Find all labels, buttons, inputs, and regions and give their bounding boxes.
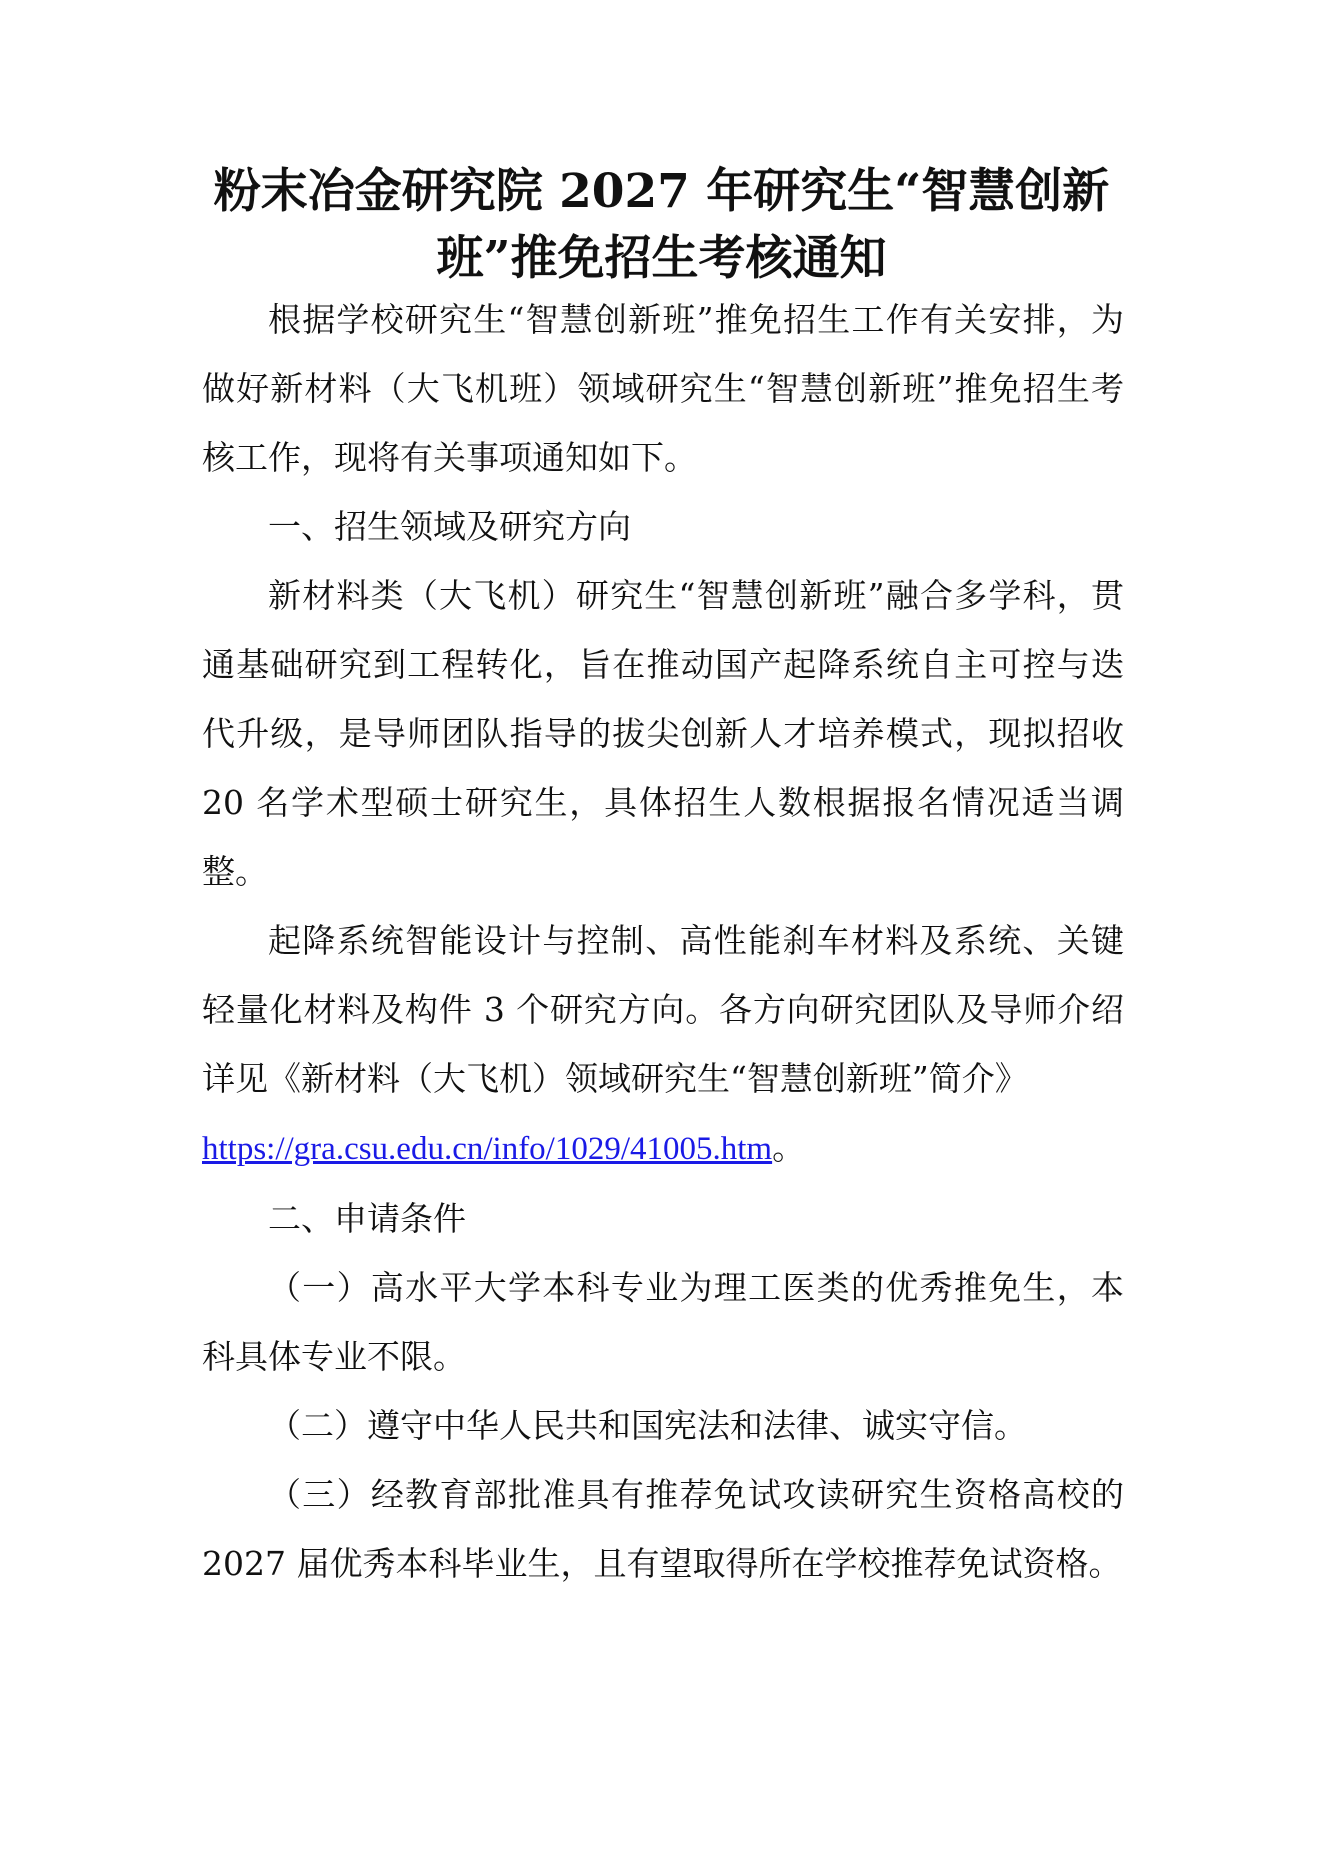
title-line-1: 粉末冶金研究院 2027 年研究生“智慧创新 <box>213 164 1110 219</box>
document-title <box>200 158 1123 292</box>
intro-paragraph: 根据学校研究生“智慧创新班”推免招生工作有关安排，为做好新材料（大飞机班）领域研究生“智慧创新班”推免招生考核工作，现将有关事项通知如下。 <box>202 300 1124 477</box>
link-suffix: 。 <box>772 1128 806 1167</box>
intro-link[interactable]: https://gra.csu.edu.cn/info/1029/41005.htm <box>202 1131 773 1167</box>
section-heading-fields: 一、招生领域及研究方向 <box>268 507 631 546</box>
condition-item-2: （二）遵守中华人民共和国宪法和法律、诚实守信。 <box>268 1406 1027 1445</box>
link-line <box>202 1113 1124 1184</box>
fields-paragraph-2: 起降系统智能设计与控制、高性能刹车材料及系统、关键轻量化材料及构件 3 个研究方向。各方向研究团队及导师介绍详见《新材料（大飞机）领域研究生“智慧创新班”简介》 <box>202 921 1124 1098</box>
title-line-2: 班”推免招生考核通知 <box>436 231 887 286</box>
condition-item-3: （三）经教育部批准具有推荐免试攻读研究生资格高校的 2027 届优秀本科毕业生，且有望取得所在学校推荐免试资格。 <box>202 1475 1124 1583</box>
section-heading-conditions: 二、申请条件 <box>268 1199 466 1238</box>
fields-paragraph-1: 新材料类（大飞机）研究生“智慧创新班”融合多学科，贯通基础研究到工程转化，旨在推动国产起降系统自主可控与迭代升级，是导师团队指导的拔尖创新人才培养模式，现拟招收 20 名学术型硕士研究生，具体招生人数根据报名情况适当调整。 <box>202 576 1124 891</box>
condition-item-1: （一）高水平大学本科专业为理工医类的优秀推免生，本科具体专业不限。 <box>202 1268 1124 1376</box>
document-body <box>202 285 1124 1598</box>
